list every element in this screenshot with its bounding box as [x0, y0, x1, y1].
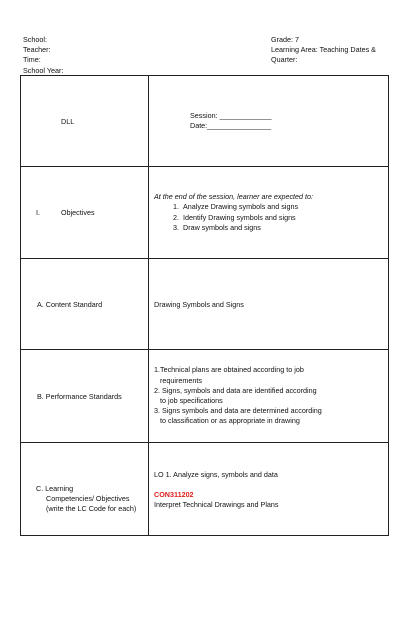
school-year-label: School Year: [23, 65, 64, 75]
objective-item: 1. Analyze Drawing symbols and signs [181, 202, 384, 212]
teacher-label: Teacher: [23, 45, 51, 55]
grade-label: Grade: 7 [271, 35, 299, 44]
objectives-intro: At the end of the session, learner are expected to: [154, 192, 314, 202]
objectives-label: Objectives [61, 208, 95, 217]
dll-label-cell [21, 76, 149, 167]
ps-line: 2. Signs, symbols and data are identified according [154, 385, 317, 395]
session-cell [149, 76, 389, 167]
objectives-content-cell [149, 167, 389, 259]
content-standard-value-cell [149, 259, 389, 350]
content-standard-label-cell [21, 259, 149, 350]
learning-area-label: Learning Area: Teaching Dates & [271, 45, 376, 55]
objectives-row [21, 167, 389, 259]
competencies-content-cell [149, 443, 389, 536]
competencies-label-cell [21, 443, 149, 536]
performance-standards-label: B. Performance Standards [37, 391, 122, 401]
ps-line-cont: requirements [160, 375, 202, 385]
objective-item: 2. Identify Drawing symbols and signs [181, 213, 384, 223]
dll-row [21, 76, 389, 167]
school-label: School: [23, 35, 47, 44]
learning-outcome: LO 1. Analyze signs, symbols and data [154, 469, 278, 479]
performance-standards-content-cell [149, 350, 389, 443]
time-label: Time: [23, 55, 41, 65]
performance-standards-row [21, 350, 389, 443]
ps-line: 1.Technical plans are obtained according to job [154, 365, 304, 375]
date-field: Date:________________ [190, 121, 272, 130]
objectives-list [154, 202, 384, 233]
competencies-label-line2: Competencies/ Objectives [46, 493, 130, 503]
ps-line-cont: to classification or as appropriate in drawing [160, 416, 300, 426]
session-field: Session: _____________ [190, 111, 272, 120]
dll-label: DLL [61, 116, 75, 126]
objectives-number: I. [36, 208, 40, 217]
competencies-label-line1: C. Learning [36, 483, 74, 493]
competencies-label-line3: (write the LC Code for each) [46, 504, 137, 514]
content-standard-label: A. Content Standard [37, 299, 103, 309]
dll-table [20, 75, 389, 536]
performance-standards-label-cell [21, 350, 149, 443]
lc-description: Interpret Technical Drawings and Plans [154, 500, 279, 510]
content-standard-row [21, 259, 389, 350]
ps-line-cont: to job specifications [160, 396, 223, 405]
header-left [23, 35, 63, 76]
ps-line: 3. Signs symbols and data are determined according [154, 406, 322, 416]
header-right [271, 35, 376, 66]
quarter-label: Quarter: [271, 55, 298, 65]
content-standard-value: Drawing Symbols and Signs [154, 299, 244, 309]
competencies-row [21, 443, 389, 536]
objective-item: 3. Draw symbols and signs [181, 223, 384, 233]
lc-code: CON311202 [154, 489, 194, 499]
objectives-label-cell [21, 167, 149, 259]
